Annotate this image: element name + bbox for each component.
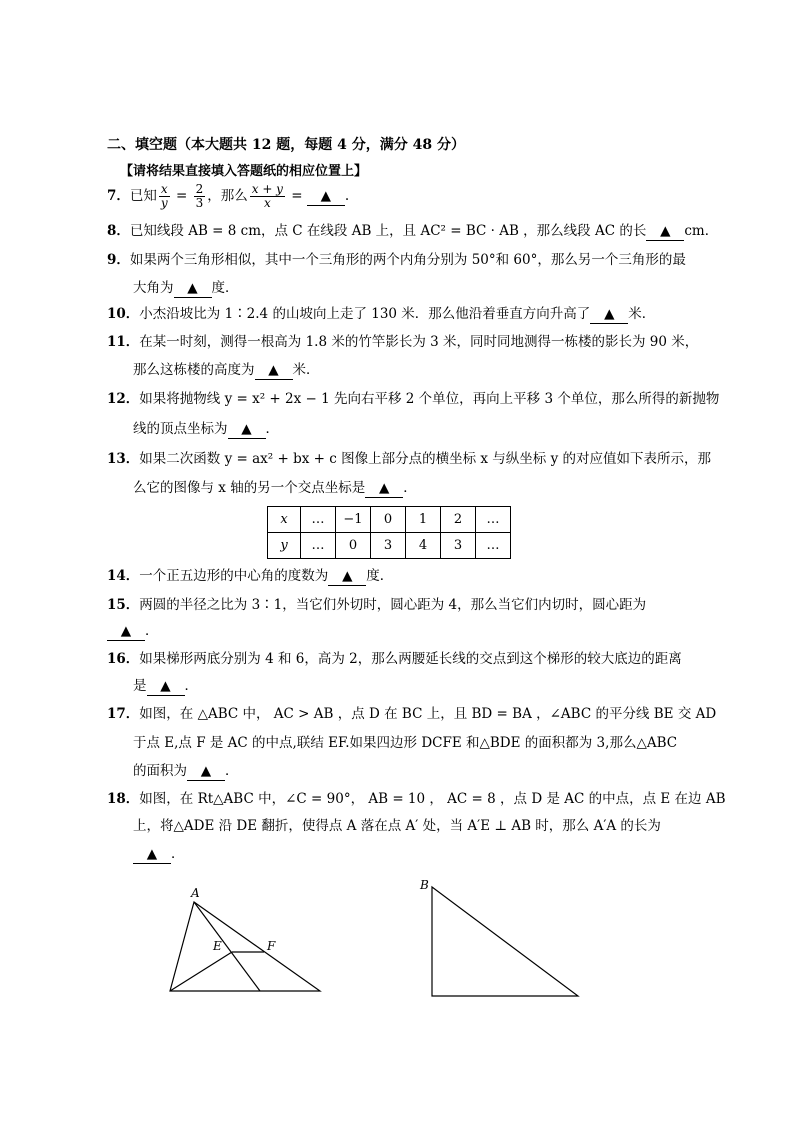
question-14: 14．一个正五边形的中心角的度数为 ▲ 度． [107, 568, 394, 584]
table-cell: … [301, 533, 336, 559]
table-cell: 1 [406, 507, 441, 533]
question-11: 11．在某一时刻，测得一根高为 1.8 米的竹竿影长为 3 米，同时同地测得一栋楼的影长为 90 米， [107, 334, 699, 350]
fraction-x-over-y: $\frac{x}{y}$ [160, 182, 168, 210]
section-instruction: 【请将结果直接填入答题纸的相应位置上】 [120, 164, 368, 179]
answer-blank-16[interactable]: ▲ [147, 677, 185, 696]
table-cell: … [476, 533, 511, 559]
question-17-cont2: 的面积为 ▲ ． [133, 763, 239, 779]
question-15: 15．两圆的半径之比为 3∶1，当它们外切时，圆心距为 4，那么当它们内切时，圆心距为 [107, 597, 647, 613]
answer-blank-13[interactable]: ▲ [365, 479, 403, 498]
table-cell: 3 [371, 533, 406, 559]
question-12: 12．如果将抛物线 y = x² + 2x − 1 先向右平移 2 个单位，再向上平移 3 个单位，那么所得的新抛物 [107, 391, 720, 407]
answer-blank-8[interactable]: ▲ [646, 222, 684, 241]
figure-q17-triangle [160, 880, 330, 1000]
xy-value-table [267, 506, 511, 559]
answer-blank-10[interactable]: ▲ [590, 305, 628, 324]
answer-blank-17[interactable]: ▲ [187, 762, 225, 781]
question-12-cont: 线的顶点坐标为 ▲ ． [133, 421, 279, 437]
question-17: 17．如图，在 △ABC 中， AC > AB ，点 D 在 BC 上，且 BD = BA ，∠ABC 的平分线 BE 交 AD [107, 706, 717, 722]
answer-blank-12[interactable]: ▲ [228, 420, 266, 439]
label-a: A [191, 886, 200, 900]
segment-ad [194, 902, 260, 991]
question-15-cont: ▲ ． [107, 622, 159, 641]
question-13-cont: 么它的图像与 x 轴的另一个交点坐标是 ▲ ． [133, 480, 417, 496]
table-cell: 3 [441, 533, 476, 559]
answer-blank-11[interactable]: ▲ [255, 361, 293, 380]
label-f: F [267, 939, 276, 953]
fraction-xy-over-x: $\frac{x + y}{x}$ [251, 182, 283, 210]
figure-q18-right-triangle [410, 875, 590, 1005]
table-cell: 0 [336, 533, 371, 559]
question-16: 16．如果梯形两底分别为 4 和 6，高为 2，那么两腰延长线的交点到这个梯形的较大底边的距离 [107, 651, 682, 667]
table-cell: … [476, 507, 511, 533]
answer-blank-15[interactable]: ▲ [107, 622, 145, 641]
answer-blank-18[interactable]: ▲ [133, 845, 171, 864]
table-cell: 2 [441, 507, 476, 533]
question-9-cont: 大角为 ▲ 度． [133, 280, 239, 296]
question-16-cont: 是 ▲ ． [133, 678, 198, 694]
question-9: 9．如果两个三角形相似，其中一个三角形的两个内角分别为 50°和 60°，那么另一个三角形的最 [107, 252, 686, 268]
question-18: 18．如图，在 Rt△ABC 中，∠C = 90°， AB = 10 ， AC = 8 ，点 D 是 AC 的中点，点 E 在边 AB [107, 791, 726, 807]
section-title: 二、填空题（本大题共 12 题，每题 4 分，满分 48 分） [107, 137, 465, 153]
table-row-y [268, 533, 511, 559]
question-13: 13．如果二次函数 y = ax² + bx + c 图像上部分点的横坐标 x 与纵坐标 y 的对应值如下表所示，那 [107, 451, 711, 467]
table-header-y: y [268, 533, 301, 559]
table-cell: … [301, 507, 336, 533]
question-17-cont: 于点 E,点 F 是 AC 的中点,联结 EF.如果四边形 DCFE 和△BDE 的面积都为 3,那么△ABC [133, 735, 678, 751]
question-8: 8．已知线段 AB = 8 cm，点 C 在线段 AB 上，且 AC² = BC · AB ，那么线段 AC 的长 ▲ cm． [107, 223, 719, 239]
answer-blank-14[interactable]: ▲ [328, 567, 366, 586]
fraction-2-over-3: $\frac{2}{3}$ [195, 182, 204, 210]
label-b: B [420, 878, 429, 892]
triangle-abc [170, 902, 320, 991]
label-e: E [213, 939, 222, 953]
question-18-cont: 上，将△ADE 沿 DE 翻折，使得点 A 落在点 A′ 处，当 A′E ⊥ AB 时，那么 A′A 的长为 [133, 818, 661, 834]
table-header-x: x [268, 507, 301, 533]
answer-blank-7[interactable]: ▲ [307, 187, 345, 206]
triangle-abc-right [432, 887, 578, 996]
table-cell: 4 [406, 533, 441, 559]
question-10: 10．小杰沿坡比为 1∶2.4 的山坡向上走了 130 米．那么他沿着垂直方向升高了 ▲ 米． [107, 306, 656, 322]
table-cell: −1 [336, 507, 371, 533]
table-row-x [268, 507, 511, 533]
question-11-cont: 那么这栋楼的高度为 ▲ 米． [133, 362, 320, 378]
table-cell: 0 [371, 507, 406, 533]
question-7: 7．已知 $\frac{x}{y}$ = $\frac{2}{3}$ ，那么 $\frac{x + y}{x}$ = ▲ . [107, 182, 350, 210]
answer-blank-9[interactable]: ▲ [174, 279, 212, 298]
question-18-cont2: ▲ ． [133, 845, 185, 864]
